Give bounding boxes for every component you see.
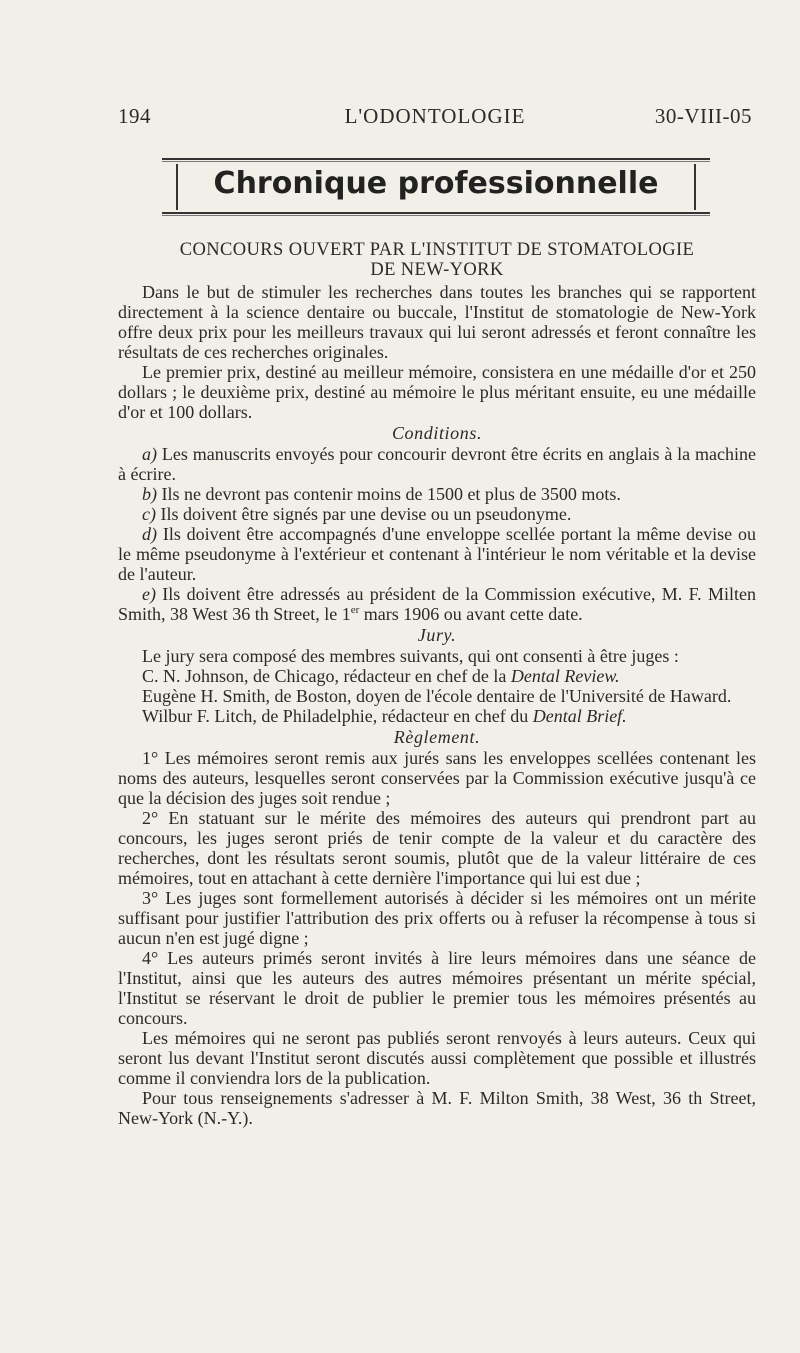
banner-top-rule [162,158,710,160]
condition-text: Ils doivent être accompagnés d'une enveloppe scellée portant la même devise ou le même pseudonyme à l'extérieur et contenant à l'intérieur le nom véritable et la devise de l'auteur. [118,524,756,584]
rule-item: 3° Les juges sont formellement autorisés à décider si les mémoires ont un mérite suffisant pour justifier l'attribution des prix offerts ou à refuser la récompense à tous si aucun n'en est jugé digne ; [118,888,756,948]
intro-paragraph: Dans le but de stimuler les recherches dans toutes les branches qui se rapportent directement à la science dentaire ou buccale, l'Institut de stomatologie de New-York offre deux prix pour les meilleurs travaux qui lui seront adressés et feront connaître les résultats de ces recherches originales. [118,282,756,362]
condition-marker: a) [142,444,157,464]
prizes-paragraph: Le premier prix, destiné au meilleur mémoire, consistera en une médaille d'or et 250 dollars ; le deuxième prix, destiné au mémoire le plus méritant ensuite, eu une médaille d'or et 100 dollars. [118,362,756,422]
contact-paragraph: Pour tous renseignements s'adresser à M. F. Milton Smith, 38 West, 36 th Street, New-York (N.-Y.). [118,1088,756,1128]
condition-item [118,444,756,484]
rule-item: 4° Les auteurs primés seront invités à lire leurs mémoires dans une séance de l'Institut, ainsi que les auteurs des autres mémoires présentant un mérite spécial, l'Institut se réservant le droit de publier le premier tous les mémoires présentés au concours. [118,948,756,1028]
rule-item: 2° En statuant sur le mérite des mémoires des auteurs qui prendront part au concours, les juges seront priés de tenir compte de la valeur et du caractère des recherches, dont les résultats seront soumis, plutôt que de la valeur littéraire de ces mémoires, tout en attachant à cette dernière l'importance qui lui est due ; [118,808,756,888]
condition-item [118,504,756,524]
condition-marker: e) [142,584,156,604]
conditions-title: Conditions. [391,423,483,443]
jury-member [118,706,756,726]
condition-text: Ils doivent être signés par une devise ou un pseudonyme. [155,504,572,524]
condition-text-end: mars 1906 ou avant cette date. [359,604,583,624]
condition-item [118,524,756,584]
jury-member-text: C. N. Johnson, de Chicago, rédacteur en chef de la [142,666,511,686]
jury-member-text: Wilbur F. Litch, de Philadelphie, rédacteur en chef du [142,706,533,726]
article-heading-line1: CONCOURS OUVERT PAR L'INSTITUT DE STOMATOLOGIE [179,240,695,260]
closing-paragraph: Les mémoires qui ne seront pas publiés seront renvoyés à leurs auteurs. Ceux qui seront lus devant l'Institut seront discutés aussi complètement que possible et illustrés comme il conviendra lors de la publication. [118,1028,756,1088]
banner-bottom-rule [162,212,710,214]
article [118,240,756,1128]
article-heading [118,240,756,280]
journal-name: Dental Brief. [532,706,627,726]
section-title: Chronique professionnelle [213,166,659,201]
article-heading-line2: DE NEW-YORK [370,260,504,280]
journal-title: L'ODONTOLOGIE [344,104,526,128]
ordinal-superscript: er [350,604,360,616]
condition-marker: b) [142,484,157,504]
condition-text: Ils doivent être adressés au président de la Commission exécutive, M. F. Milten Smith, 38 West 36 th Street, le 1 [118,584,756,624]
jury-member-text: Eugène H. Smith, de Boston, doyen de l'école dentaire de l'Université de Haward. [142,686,732,706]
condition-item [118,584,756,624]
jury-member [118,686,756,706]
journal-name: Dental Review. [510,666,620,686]
page-number: 194 [118,104,151,128]
banner-bottom-rule-thin [162,215,710,216]
condition-text: Ils ne devront pas contenir moins de 1500 et plus de 3500 mots. [157,484,621,504]
condition-marker: c) [142,504,156,524]
jury-title: Jury. [417,625,457,645]
jury-intro: Le jury sera composé des membres suivants, qui ont consenti à être juges : [142,646,679,666]
rule-item: 1° Les mémoires seront remis aux jurés sans les enveloppes scellées contenant les noms des auteurs, lesquelles seront conservées par la Commission exécutive jusqu'à ce que la décision des juges soit rendue ; [118,748,756,808]
jury-member [118,666,756,686]
rules-title: Règlement. [393,727,481,747]
section-banner [162,140,710,232]
issue-date: 30-VIII-05 [654,104,752,128]
condition-item [118,484,756,504]
condition-marker: d) [142,524,157,544]
banner-top-rule-thin [162,161,710,162]
condition-text: Les manuscrits envoyés pour concourir devront être écrits en anglais à la machine à écrire. [118,444,756,484]
